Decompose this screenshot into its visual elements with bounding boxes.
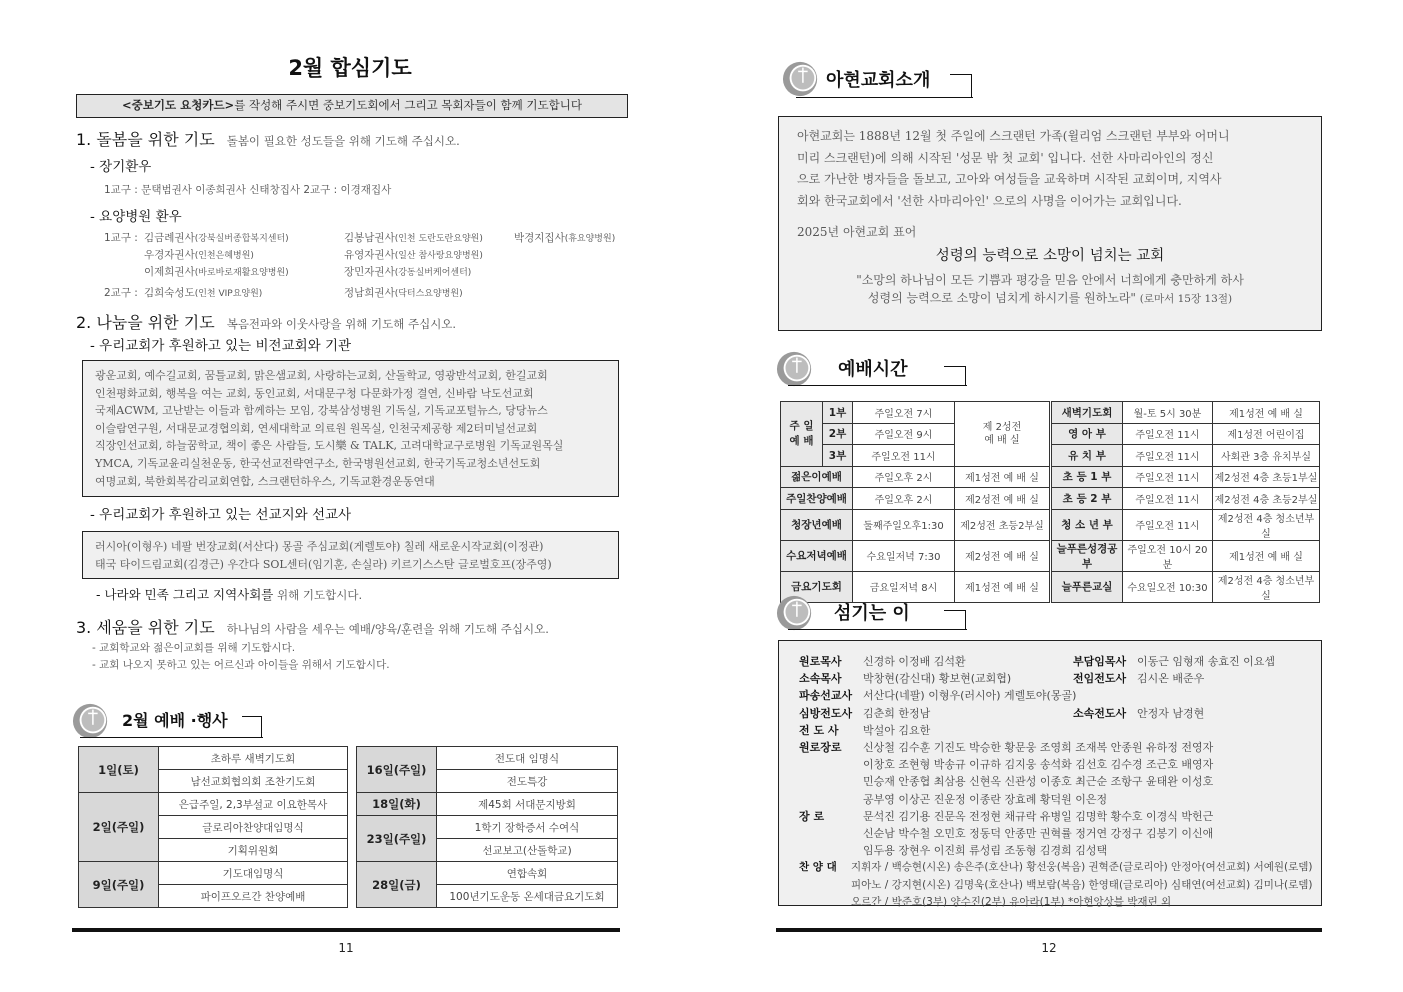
patient-place: (인천 도란도란요양원) <box>394 234 483 244</box>
service-name: 주일찬양예배 <box>781 488 853 510</box>
role-names: 서산다(네팔) 이형우(러시아) 게렐토야(몽골) <box>863 689 1077 703</box>
event-name: 초하루 새벽기도회 <box>159 747 348 770</box>
choir-names: 오르간 / 박준호(3부) 양수진(2부) 유아라(1부) *아현앙상블 박재린 외 <box>851 895 1172 908</box>
service-time: 주일오전 11시 <box>853 445 955 467</box>
staff-box <box>778 640 1322 906</box>
staff-row <box>799 808 1213 824</box>
service-time: 주일오전 9시 <box>853 423 955 445</box>
service-place: 제2성전 예 배 실 <box>955 540 1051 571</box>
dept-time: 주일오전 10시 20분 <box>1123 540 1213 571</box>
patient-name: 유영자권사 <box>344 249 395 261</box>
patient-place: (강동실버케어센터) <box>394 268 472 278</box>
role-names: 민승재 안종협 최삼용 신현옥 신관성 이종호 최근순 조항구 윤태완 이성호 <box>863 775 1214 789</box>
dept-name: 새벽기도회 <box>1051 402 1123 424</box>
section-1-heading <box>76 127 460 150</box>
role-names: 김춘희 한정남 <box>863 706 931 720</box>
service-place: 제1성전 예 배 실 <box>955 571 1051 602</box>
section-3-heading <box>76 615 549 638</box>
district-label: 1교구 : <box>104 232 138 244</box>
service-place <box>955 402 1051 467</box>
service-name: 청장년예배 <box>781 509 853 540</box>
dept-time: 주일오전 11시 <box>1123 445 1213 467</box>
page-number: 11 <box>338 941 354 955</box>
page-right <box>776 0 1324 992</box>
patient-name: 김봉남권사 <box>344 232 395 244</box>
header-underline <box>80 737 263 738</box>
dept-place: 제1성전 예 배 실 <box>1213 540 1320 571</box>
page-number: 12 <box>1041 941 1057 955</box>
worship-row <box>781 540 1320 571</box>
service-part: 3부 <box>823 445 853 467</box>
role-names: 신경하 이정배 김석환 <box>863 655 966 668</box>
patient-place: (휴요양병원) <box>564 234 616 244</box>
dept-place: 제2성전 4층 초등1부실 <box>1213 466 1320 488</box>
dept-place: 사회관 3층 유치부실 <box>1213 445 1320 467</box>
role-label: 장 로 <box>799 809 825 823</box>
staff-row <box>799 705 1204 721</box>
heading-text: 2. 나눔을 위한 기도 <box>76 313 215 332</box>
role-label: 소속전도사 <box>1073 706 1127 720</box>
intro-line: 회와 한국교회에서 '선한 사마리아인' 으로의 사명을 이어가는 교회입니다. <box>797 193 1182 208</box>
choir-row <box>799 859 1313 874</box>
header-frame <box>944 366 966 386</box>
heading-sub: 복음전파와 이웃사랑을 위해 기도해 주십시오. <box>226 317 457 331</box>
event-row <box>357 862 618 885</box>
patient <box>344 230 514 245</box>
patient <box>144 285 344 300</box>
staff-row <box>799 739 1213 755</box>
event-row <box>357 816 618 839</box>
dept-time: 주일오전 11시 <box>1123 509 1213 540</box>
section-title: 예배시간 <box>838 359 908 380</box>
nation-prayer <box>96 585 362 603</box>
mission-label: - 우리교회가 후원하고 있는 선교지와 선교사 <box>90 507 352 523</box>
role-names: 박창현(감신대) 황보현(교회협) <box>863 672 1012 686</box>
events-table-left <box>78 746 348 908</box>
hospital-row <box>104 264 514 279</box>
role-names: 이동근 임형재 송효진 이요셉 <box>1137 655 1276 668</box>
place-line: 예 배 실 <box>984 434 1020 446</box>
patient-name: 장민자권사 <box>344 266 395 278</box>
intro-paragraph <box>797 126 1303 212</box>
vision-line: 직장인선교회, 하늘꿈학교, 책이 좋은 사람들, 도시樂 & TALK, 고려대학교구로병원 기독교원목실 <box>95 439 564 453</box>
heading-text: 1. 돌봄을 위한 기도 <box>76 130 215 149</box>
event-name: 전도대 임명식 <box>437 747 618 770</box>
staff-row <box>799 670 1204 686</box>
motto: 성령의 능력으로 소망이 넘치는 교회 <box>935 247 1165 264</box>
events-table-right <box>356 746 618 908</box>
intro-box <box>778 116 1322 331</box>
s3-item: - 교회 나오지 못하고 있는 어르신과 아이들을 위해서 기도합시다. <box>92 659 390 671</box>
event-name: 남선교회협의회 조찬기도회 <box>159 770 348 793</box>
dept-place: 제2성전 4층 초등2부실 <box>1213 488 1320 510</box>
mission-line: 태국 타이드림교회(김경근) 우간다 SOL센터(임기훈, 손실라) 키르기스스탄 글로벌호프(장주영) <box>95 557 552 571</box>
patient <box>344 264 514 279</box>
service-part: 2부 <box>823 423 853 445</box>
event-name: 기도대임명식 <box>159 862 348 885</box>
header-frame <box>242 716 262 738</box>
staff-row <box>799 791 1107 807</box>
dept-time: 주일오전 11시 <box>1123 488 1213 510</box>
section-title: 2월 예배 ·행사 <box>122 711 228 730</box>
choir-names: 지휘자 / 백승현(시온) 송은주(호산나) 황선웅(복음) 권혁준(글로리아) 안정아(여선교회) 서예원(로뎀) <box>851 861 1313 874</box>
event-row <box>79 793 348 816</box>
notice-bold: <중보기도 요청카드> <box>122 98 235 112</box>
verse-line: 성령의 능력으로 소망이 넘치게 하시기를 원하노라" <box>867 291 1136 305</box>
notice-text: 를 작성해 주시면 중보기도회에서 그리고 목회자들이 함께 기도합니다 <box>234 98 582 112</box>
patient-name: 우경자권사 <box>144 249 195 261</box>
service-place: 제2성전 초등2부실 <box>955 509 1051 540</box>
dept-name: 초 등 1 부 <box>1051 466 1123 488</box>
hospital-row <box>104 247 514 262</box>
service-time: 주일오후 2시 <box>853 488 955 510</box>
dept-time: 수요일오전 10:30 <box>1123 571 1213 602</box>
motto-label: 2025년 아현교회 표어 <box>797 225 917 239</box>
event-name: 100년기도운동 온세대금요기도회 <box>437 885 618 908</box>
service-place: 제1성전 예 배 실 <box>955 466 1051 488</box>
worship-row <box>781 402 1320 424</box>
role-label: 파송선교사 <box>799 689 853 703</box>
service-place: 제2성전 예 배 실 <box>955 488 1051 510</box>
patient-place: (닥터스요양병원) <box>394 289 463 299</box>
label-line: 주 일 <box>789 419 814 432</box>
role-names: 신상철 김수훈 기진도 박승한 황문웅 조영희 조재복 안종원 유하정 전영자 <box>863 741 1214 754</box>
patient-name: 정남희권사 <box>344 287 395 299</box>
role-names: 임두용 장현우 이진희 류성림 조동형 김경희 김성택 <box>863 844 1108 858</box>
worship-row <box>781 488 1320 510</box>
role-names: 이창호 조현형 박송규 이규하 김지웅 송석화 김선호 김수경 조근호 배영자 <box>863 758 1214 772</box>
event-day: 16일(주일) <box>357 747 437 793</box>
service-time: 수요일저녁 7:30 <box>853 540 955 571</box>
nation-rest: 위해 기도합시다. <box>273 588 363 602</box>
page-title: 2월 합심기도 <box>288 56 412 80</box>
event-day: 2일(주일) <box>79 793 159 862</box>
patient <box>144 247 344 262</box>
church-logo-icon <box>776 350 814 388</box>
header-frame <box>950 74 972 98</box>
church-logo-icon <box>72 702 110 740</box>
church-logo-icon <box>776 594 814 632</box>
vision-line: YMCA, 기독교윤리실천운동, 한국선교전략연구소, 한국병원선교회, 한국기독교청소년선도회 <box>95 456 541 470</box>
service-time: 금요일저녁 8시 <box>853 571 955 602</box>
dept-time: 월-토 5시 30분 <box>1123 402 1213 424</box>
patient <box>344 247 514 262</box>
role-names: 신순남 박수철 오민호 정동덕 안종만 권혁률 정거연 강정구 김봉기 이신애 <box>863 827 1214 840</box>
event-row <box>79 862 348 885</box>
patient-place: (강북실버종합복지센터) <box>194 234 289 244</box>
staff-row <box>799 687 1077 703</box>
worship-row <box>781 509 1320 540</box>
intro-section-header <box>782 60 982 96</box>
dept-name: 초 등 2 부 <box>1051 488 1123 510</box>
intro-line: 미리 스크랜턴)에 의해 시작된 '성문 밖 첫 교회' 입니다. 선한 사마리아인의 정신 <box>797 150 1214 165</box>
event-name: 제45회 서대문지방회 <box>437 793 618 816</box>
header-frame <box>944 610 966 630</box>
section-2-heading <box>76 310 456 333</box>
section-title: 아현교회소개 <box>826 70 931 91</box>
hospital-row <box>104 230 674 245</box>
role-names: 안정자 남경현 <box>1137 706 1205 720</box>
event-row <box>357 793 618 816</box>
header-underline <box>788 385 967 386</box>
staff-section-header <box>776 594 976 630</box>
patient-place: (인천 VIP요양원) <box>194 289 263 299</box>
patient-name: 김희숙성도 <box>144 287 195 299</box>
staff-row <box>799 842 1107 858</box>
role-names: 문석진 김기용 진문옥 전정현 채규락 유병일 김명학 황수호 이경식 박헌근 <box>863 809 1214 823</box>
patient-place: (바로바로재활요양병원) <box>194 268 289 278</box>
staff-row <box>799 722 1073 738</box>
staff-row <box>799 773 1213 789</box>
nation-bold: - 나라와 민족 그리고 지역사회를 <box>96 587 274 602</box>
s3-item: - 교회학교와 젊은이교회를 위해 기도합시다. <box>92 642 296 654</box>
event-name: 은급주일, 2,3부설교 이요한목사 <box>159 793 348 816</box>
footer-rule <box>72 928 620 932</box>
worship-schedule-table <box>780 401 1320 603</box>
event-name: 전도특강 <box>437 770 618 793</box>
event-day: 23일(주일) <box>357 816 437 862</box>
header-underline <box>788 629 967 630</box>
vision-line: 이슬람연구원, 서대문교경협의회, 연세대학교 의료원 원목실, 인천국제공항 제2터미널선교회 <box>95 421 538 435</box>
choir-names: 피아노 / 강지현(시온) 김명욱(호산나) 백보람(복음) 한영태(글로리아) 심태연(여선교회) 김미나(로뎀) <box>851 878 1313 891</box>
event-day: 28일(금) <box>357 862 437 908</box>
prayer-card-notice <box>76 94 628 118</box>
role-label: 전임전도사 <box>1073 672 1127 686</box>
service-name: 젊은이예배 <box>781 466 853 488</box>
patient-name: 이제희권사 <box>144 266 195 278</box>
event-day: 18일(화) <box>357 793 437 816</box>
longterm-line: 1교구 : 문택범권사 이종희권사 신태창집사 2교구 : 이경재집사 <box>104 184 392 196</box>
verse-ref: (로마서 15장 13절) <box>1139 293 1233 305</box>
role-label: 찬 양 대 <box>799 861 837 874</box>
dept-place: 제2성전 4층 청소년부실 <box>1213 509 1320 540</box>
worship-row <box>781 423 1320 445</box>
place-line: 제 2성전 <box>982 421 1022 433</box>
vision-line: 국제ACWM, 고난받는 이들과 함께하는 모임, 강북삼성병원 기독실, 기독교포털뉴스, 당당뉴스 <box>95 404 548 418</box>
footer-rule <box>776 928 1322 932</box>
event-row <box>357 747 618 770</box>
dept-place: 제1성전 예 배 실 <box>1213 402 1320 424</box>
event-day: 9일(주일) <box>79 862 159 908</box>
events-section-header <box>72 702 272 738</box>
service-name: 금요기도회 <box>781 571 853 602</box>
church-logo-icon <box>782 60 820 98</box>
worship-row <box>781 466 1320 488</box>
dept-name: 유 치 부 <box>1051 445 1123 467</box>
role-label: 심방전도사 <box>799 706 853 720</box>
role-names: 김시온 배준우 <box>1137 672 1205 686</box>
event-row <box>79 747 348 770</box>
staff-row <box>799 756 1213 772</box>
patient <box>514 230 674 245</box>
staff-row <box>799 825 1213 841</box>
page-left <box>72 0 628 992</box>
mission-box <box>82 531 619 579</box>
vision-churches-box <box>82 360 619 497</box>
hospital-label: - 요양병원 환우 <box>90 209 182 225</box>
role-label: 부담임목사 <box>1073 655 1127 668</box>
service-time: 주일오후 2시 <box>853 466 955 488</box>
event-day: 1일(토) <box>79 747 159 793</box>
patient <box>344 285 514 300</box>
dept-name: 청 소 년 부 <box>1051 509 1123 540</box>
role-names: 공부영 이상곤 진운정 이종란 장효례 황덕원 이은정 <box>863 792 1108 806</box>
header-underline <box>796 97 973 98</box>
patient-place: (인천은혜병원) <box>194 251 254 261</box>
event-name: 선교보고(산돌학교) <box>437 839 618 862</box>
staff-row <box>799 653 1275 669</box>
dept-time: 주일오전 11시 <box>1123 466 1213 488</box>
dept-place: 제2성전 4층 청소년부실 <box>1213 571 1320 602</box>
service-part: 1부 <box>823 402 853 424</box>
vision-line: 여명교회, 북한회복감리교회연합, 스크랜턴하우스, 기독교환경운동연대 <box>95 474 435 488</box>
choir-row <box>799 877 1313 892</box>
heading-text: 3. 세움을 위한 기도 <box>76 618 215 637</box>
section-title: 섬기는 이 <box>834 603 910 624</box>
intro-line: 으로 가난한 병자들을 돌보고, 고아와 여성들을 교육하며 시작된 교회이며, 지역사 <box>797 172 1222 186</box>
worship-section-header <box>776 350 976 386</box>
patient <box>144 264 344 279</box>
patient-name: 김금례권사 <box>144 232 195 244</box>
patient-name: 박경지집사 <box>514 232 565 244</box>
longterm-label: - 장기환우 <box>90 159 152 175</box>
role-names: 박설아 김요한 <box>863 723 931 737</box>
event-name: 글로리아찬양대임명식 <box>159 816 348 839</box>
role-label: 원로장로 <box>799 741 842 754</box>
vision-line: 인천평화교회, 행복을 여는 교회, 동인교회, 서대문구청 다문화가정 결연, 신바람 낙도선교회 <box>95 386 534 400</box>
dept-place: 제1성전 어린이집 <box>1213 423 1320 445</box>
service-time: 둘째주일오후1:30 <box>853 509 955 540</box>
patient <box>144 230 344 245</box>
patient-place: (일산 참사랑요양병원) <box>394 251 483 261</box>
service-time: 주일오전 7시 <box>853 402 955 424</box>
event-name: 1학기 장학증서 수여식 <box>437 816 618 839</box>
verse-line: "소망의 하나님이 모든 기쁨과 평강을 믿음 안에서 너희에게 충만하게 하사 <box>856 273 1244 287</box>
role-label: 원로목사 <box>799 655 842 668</box>
district-label: 2교구 : <box>104 287 138 299</box>
dept-time: 주일오전 11시 <box>1123 423 1213 445</box>
service-name: 수요저녁예배 <box>781 540 853 571</box>
role-label: 전 도 사 <box>799 723 839 737</box>
vision-line: 광운교회, 예수길교회, 꿈틀교회, 맑은샘교회, 사랑하는교회, 산돌학교, 영광반석교회, 한길교회 <box>95 369 548 382</box>
event-name: 기획위원회 <box>159 839 348 862</box>
heading-sub: 돌봄이 필요한 성도들을 위해 기도해 주십시오. <box>226 134 460 148</box>
dept-name: 늘푸른성경공부 <box>1051 540 1123 571</box>
dept-name: 늘푸른교실 <box>1051 571 1123 602</box>
mission-line: 러시아(이형우) 네팔 번장교회(서산다) 몽골 주심교회(게렐토야) 칠레 새로운시작교회(이정관) <box>95 540 544 553</box>
role-label: 소속목사 <box>799 672 842 686</box>
event-name: 파이프오르간 찬양예배 <box>159 885 348 908</box>
hospital-row <box>104 285 514 300</box>
dept-name: 영 아 부 <box>1051 423 1123 445</box>
sunday-service-label <box>781 402 823 467</box>
heading-sub: 하나님의 사람을 세우는 예배/양육/훈련을 위해 기도해 주십시오. <box>226 622 549 636</box>
choir-row <box>799 894 1171 909</box>
vision-label: - 우리교회가 후원하고 있는 비전교회와 기관 <box>90 338 352 354</box>
label-line: 예 배 <box>789 434 814 447</box>
verse <box>797 271 1303 308</box>
event-name: 연합속회 <box>437 862 618 885</box>
worship-row <box>781 445 1320 467</box>
intro-line: 아현교회는 1888년 12월 첫 주일에 스크랜턴 가족(윌리엄 스크랜턴 부부와 어머니 <box>797 129 1230 143</box>
